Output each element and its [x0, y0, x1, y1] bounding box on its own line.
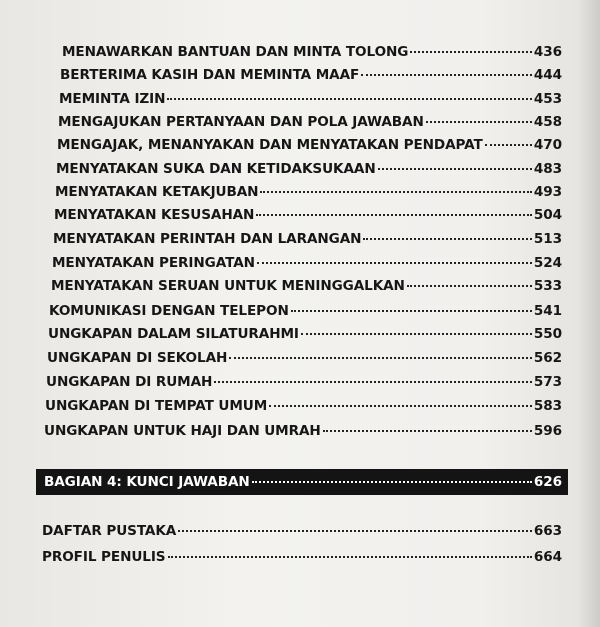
- toc-leader-dots: [252, 481, 532, 483]
- toc-entry-page: 524: [533, 255, 562, 271]
- toc-entry-page: 470: [533, 137, 562, 153]
- toc-entry-title: MENYATAKAN KETAKJUBAN: [55, 184, 259, 200]
- toc-entry-page: 453: [533, 91, 562, 107]
- toc-leader-dots: [363, 238, 532, 240]
- toc-entry-title: MENGAJUKAN PERTANYAAN DAN POLA JAWABAN: [58, 114, 424, 130]
- section-heading-band: [36, 469, 568, 495]
- toc-entry: [55, 181, 562, 203]
- toc-entry-title: MENYATAKAN KESUSAHAN: [54, 207, 255, 223]
- toc-entry-page: 596: [533, 423, 562, 439]
- toc-entry: [56, 158, 562, 180]
- toc-entry-page: 504: [533, 207, 562, 223]
- section-page: 626: [533, 474, 562, 490]
- appendix-entry: [42, 520, 562, 542]
- toc-entry: [47, 347, 562, 369]
- toc-entry: [44, 420, 562, 442]
- toc-entry: [46, 371, 562, 393]
- toc-entry-page: 573: [533, 374, 562, 390]
- toc-entry-title: MENYATAKAN SUKA DAN KETIDAKSUKAAN: [56, 161, 376, 177]
- toc-entry: [53, 228, 562, 250]
- toc-leader-dots: [269, 405, 532, 407]
- toc-leader-dots: [485, 144, 532, 146]
- section-entry: [44, 471, 562, 493]
- toc-entry-title: KOMUNIKASI DENGAN TELEPON: [49, 303, 289, 319]
- toc-leader-dots: [260, 191, 531, 193]
- toc-leader-dots: [256, 214, 532, 216]
- toc-leader-dots: [378, 168, 532, 170]
- toc-entry-title: UNGKAPAN DALAM SILATURAHMI: [48, 326, 299, 342]
- toc-leader-dots: [291, 310, 532, 312]
- toc-leader-dots: [178, 530, 532, 532]
- toc-leader-dots: [323, 430, 532, 432]
- toc-entry-title: UNGKAPAN DI RUMAH: [46, 374, 213, 390]
- toc-entry-title: UNGKAPAN DI TEMPAT UMUM: [45, 398, 268, 414]
- toc-entry: [60, 64, 562, 86]
- toc-leader-dots: [361, 74, 532, 76]
- toc-entry-page: 550: [533, 326, 562, 342]
- toc-entry-title: BERTERIMA KASIH DAN MEMINTA MAAF: [60, 67, 360, 83]
- toc-entry: [57, 134, 562, 156]
- toc-entry-page: 513: [533, 231, 562, 247]
- toc-entry: [45, 395, 562, 417]
- toc-leader-dots: [168, 556, 532, 558]
- toc-leader-dots: [257, 262, 532, 264]
- toc-leader-dots: [426, 121, 532, 123]
- toc-entry-page: 533: [533, 278, 562, 294]
- toc-leader-dots: [407, 285, 532, 287]
- appendix-entry: [42, 546, 562, 568]
- toc-entry-page: 458: [533, 114, 562, 130]
- toc-entry-title: MEMINTA IZIN: [59, 91, 166, 107]
- toc-entry-title: MENYATAKAN SERUAN UNTUK MENINGGALKAN: [51, 278, 405, 294]
- toc-entry-page: 562: [533, 350, 562, 366]
- appendix-entry-page: 663: [533, 523, 562, 539]
- toc-entry-page: 483: [533, 161, 562, 177]
- toc-entry: [59, 88, 562, 110]
- toc-leader-dots: [229, 357, 532, 359]
- toc-entry-title: MENAWARKAN BANTUAN DAN MINTA TOLONG: [62, 44, 409, 60]
- appendix-entry-title: PROFIL PENULIS: [42, 549, 166, 565]
- page-edge-shadow: [578, 0, 600, 627]
- section-title: BAGIAN 4: KUNCI JAWABAN: [44, 474, 250, 490]
- toc-leader-dots: [410, 51, 532, 53]
- toc-entry: [52, 252, 562, 274]
- toc-entry-page: 444: [533, 67, 562, 83]
- toc-leader-dots: [301, 333, 532, 335]
- toc-entry: [49, 300, 562, 322]
- toc-entry-title: MENGAJAK, MENANYAKAN DAN MENYATAKAN PENDAPAT: [57, 137, 483, 153]
- toc-entry: [48, 323, 562, 345]
- toc-entry-page: 541: [533, 303, 562, 319]
- toc-leader-dots: [214, 381, 532, 383]
- toc-entry: [62, 41, 562, 63]
- toc-leader-dots: [167, 98, 532, 100]
- toc-entry-page: 583: [533, 398, 562, 414]
- toc-entry-title: UNGKAPAN UNTUK HAJI DAN UMRAH: [44, 423, 321, 439]
- toc-entry: [58, 111, 562, 133]
- toc-entry: [51, 275, 562, 297]
- toc-entry-page: 436: [533, 44, 562, 60]
- toc-entry-title: MENYATAKAN PERINTAH DAN LARANGAN: [53, 231, 362, 247]
- appendix-entry-title: DAFTAR PUSTAKA: [42, 523, 177, 539]
- toc-entry-title: MENYATAKAN PERINGATAN: [52, 255, 255, 271]
- appendix-entry-page: 664: [533, 549, 562, 565]
- toc-entry-title: UNGKAPAN DI SEKOLAH: [47, 350, 228, 366]
- toc-entry-page: 493: [533, 184, 562, 200]
- toc-entry: [54, 204, 562, 226]
